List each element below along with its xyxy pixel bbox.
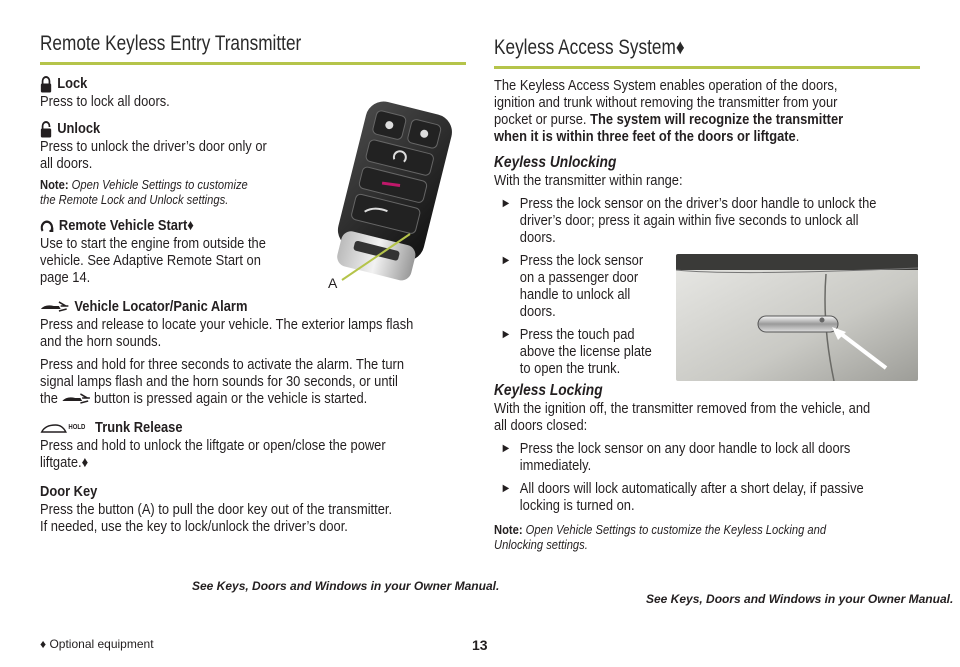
vehicle-locator-icon — [40, 300, 69, 314]
callout-a-label: A — [328, 275, 338, 291]
note-text: the Remote Lock and Unlock settings. — [40, 192, 229, 207]
keyless-unlocking-lead: With the transmitter within range: — [494, 172, 683, 189]
text-line — [494, 128, 921, 145]
text-line: Press and hold for three seconds to activate the alarm. The turn — [40, 356, 405, 373]
trunk-label: Trunk Release — [95, 419, 183, 436]
text-fragment: the — [40, 390, 58, 407]
trunk-text — [40, 437, 467, 471]
page-number: 13 — [472, 637, 488, 653]
remote-start-icon — [40, 218, 54, 234]
keyless-unlocking-heading: Keyless Unlocking — [494, 154, 617, 171]
text-line: Use to start the engine from outside the — [40, 235, 266, 252]
note-label: Note: — [494, 522, 523, 537]
text-line: Press the lock sensor on the driver’s door handle to unlock the — [519, 195, 877, 212]
text-line: Press the button (A) to pull the door key out of the transmitter. — [40, 501, 393, 518]
optional-equipment-note: ♦ Optional equipment — [40, 637, 154, 651]
intro-text — [494, 77, 921, 145]
text-line: locking is turned on. — [519, 497, 635, 514]
text-line: Press the touch pad — [519, 326, 635, 343]
note-label: Note: — [40, 177, 69, 192]
text-fragment-bold: when it is within three feet of the doors or liftgate — [494, 128, 796, 145]
hold-icon-text: HOLD — [68, 423, 86, 431]
door-handle-image — [676, 254, 918, 381]
section-title-rke: Remote Keyless Entry Transmitter — [40, 32, 302, 55]
note-text: Open Vehicle Settings to customize — [71, 177, 248, 192]
text-line: If needed, use the key to lock/unlock the driver’s door. — [40, 518, 348, 535]
list-item — [494, 480, 921, 514]
left-reference: See Keys, Doors and Windows in your Owner Manual. — [192, 579, 500, 593]
locator-heading — [40, 298, 467, 316]
text-line: to open the trunk. — [519, 360, 621, 377]
text-line: handle to unlock all — [519, 286, 631, 303]
locator-label: Vehicle Locator/Panic Alarm — [74, 298, 248, 315]
text-line: page 14. — [40, 269, 91, 286]
text-line: on a passenger door — [519, 269, 639, 286]
door-key-label: Door Key — [40, 483, 98, 500]
bullet-arrow-icon: ▶ — [502, 255, 510, 266]
text-line: All doors will lock automatically after a short delay, if passive — [519, 480, 864, 497]
text-line — [494, 111, 921, 128]
remote-start-label: Remote Vehicle Start♦ — [58, 217, 194, 234]
text-line: Press the lock sensor — [519, 252, 644, 269]
unlock-text — [40, 138, 298, 172]
section-title-keyless: Keyless Access System♦ — [494, 36, 685, 59]
unlock-icon — [40, 121, 52, 138]
right-reference: See Keys, Doors and Windows in your Owner Manual. — [646, 592, 954, 606]
text-line: ignition and trunk without removing the transmitter from your — [494, 94, 838, 111]
unlock-text-line: all doors. — [40, 155, 93, 172]
text-line: and the horn sounds. — [40, 333, 162, 350]
lock-heading-label: Lock — [57, 75, 88, 92]
text-line: Press the lock sensor on any door handle to lock all doors — [519, 440, 851, 457]
lock-heading — [40, 75, 467, 93]
text-line: Press and release to locate your vehicle. The exterior lamps flash — [40, 316, 414, 333]
text-line: liftgate.♦ — [40, 454, 89, 471]
door-key-heading — [40, 483, 467, 501]
text-fragment: button is pressed again or the vehicle is started. — [94, 390, 368, 407]
note-text: Unlocking settings. — [494, 537, 588, 552]
text-line: doors. — [519, 303, 556, 320]
note-text: Open Vehicle Settings to customize the Keyless Locking and — [525, 522, 827, 537]
list-item — [494, 195, 921, 246]
bullet-arrow-icon: ▶ — [502, 329, 510, 340]
text-line: doors. — [519, 229, 556, 246]
text-line: Press and hold to unlock the liftgate or open/close the power — [40, 437, 386, 454]
trunk-hold-icon — [40, 421, 90, 436]
callout-line — [338, 228, 418, 288]
text-line: With the ignition off, the transmitter removed from the vehicle, and — [494, 400, 871, 417]
locator-text-1 — [40, 316, 467, 350]
unlock-text-line: Press to unlock the driver’s door only or — [40, 138, 267, 155]
text-fragment-bold: The system will recognize the transmitter — [590, 111, 844, 128]
vehicle-locator-icon — [61, 392, 90, 406]
text-line: signal lamps flash and the horn sounds for 30 seconds, or until — [40, 373, 398, 390]
text-line: The Keyless Access System enables operation of the doors, — [494, 77, 838, 94]
list-item — [494, 440, 921, 474]
title-rule — [40, 62, 466, 65]
bullet-arrow-icon: ▶ — [502, 443, 510, 454]
keyless-locking-heading: Keyless Locking — [494, 382, 603, 399]
text-fragment: pocket or purse. — [494, 111, 587, 128]
locator-text-2 — [40, 356, 467, 407]
text-line — [40, 390, 467, 407]
text-line: all doors closed: — [494, 417, 588, 434]
text-line: above the license plate — [519, 343, 652, 360]
keyless-note — [494, 522, 921, 552]
text-fragment: . — [795, 128, 800, 145]
text-line: immediately. — [519, 457, 592, 474]
lock-icon — [40, 76, 52, 93]
text-line: vehicle. See Adaptive Remote Start on — [40, 252, 261, 269]
unlock-heading-label: Unlock — [57, 120, 101, 137]
bullet-arrow-icon: ▶ — [502, 483, 510, 494]
trunk-heading — [40, 419, 467, 437]
title-rule — [494, 66, 920, 69]
lock-text: Press to lock all doors. — [40, 93, 170, 110]
bullet-arrow-icon: ▶ — [502, 198, 510, 209]
keyless-locking-lead — [494, 400, 921, 434]
door-key-text — [40, 501, 467, 535]
text-line: driver’s door; press it again within five seconds to unlock all — [519, 212, 859, 229]
